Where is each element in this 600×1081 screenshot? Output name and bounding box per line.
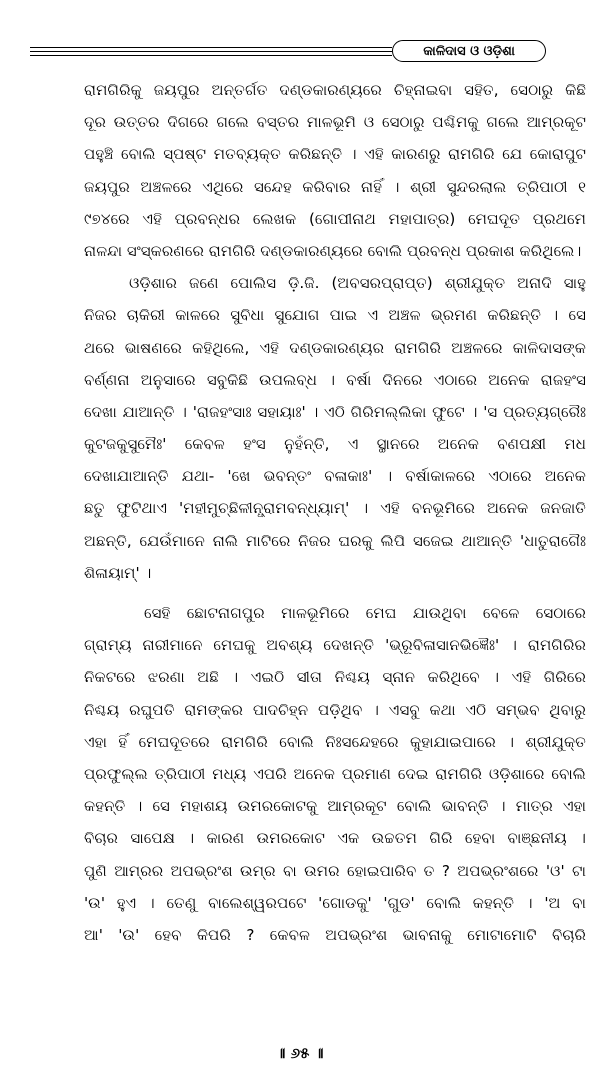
text-line: ସେହି ଛୋଟନାଗପୁର ମାଳଭୂମିରେ ମେଘ ଯାଉଥିବା ବେଳେ ସେଠାରେ [144,604,586,622]
header-rule-top [30,47,392,48]
page-number: ॥ ୬୫ ॥ [276,1044,324,1062]
text-line: କୁଟଜକୁସୁମୈଃ' କେବଳ ହଂସ ନୁହଁନ୍ତି, ଏ ସ୍ଥାନରେ ଅନେକ ବଣପକ୍ଷୀ ମଧ [84,435,586,454]
text-line: ୯୭୪ରେ ଏହି ପ୍ରବନ୍ଧର ଲେଖକ (ଗୋପୀନାଥ ମହାପାତ୍ର) ମେଘଦୂତ ପ୍ରଥମେ [84,209,586,228]
header-rule-bottom [30,55,392,56]
text-line: ଜୟପୁର ଅଞ୍ଚଳରେ ଏଥିରେ ସନ୍ଦେହ କରିବାର ନାହିଁ । ଶ୍ରୀ ସୁନ୍ଦରଲାଲ ତ୍ରିପାଠୀ ୧ [84,177,586,196]
text-line: ଗ୍ରାମ୍ୟ ନାରୀମାନେ ମେଘକୁ ଅବଶ୍ୟ ଦେଖନ୍ତି 'ଭ୍ରୂବିଳାସାନଭିଜ୍ଞୈଃ' । ରାମଗିରିର [84,636,586,655]
text-line: ନିଜର ଚାକିରୀ କାଳରେ ସୁବିଧା ସୁଯୋଗ ପାଇ ଏ ଅଞ୍ଚଳ ଭ୍ରମଣ କରିଛନ୍ତି । ସେ [84,306,586,325]
paragraph [84,74,586,267]
text-line: ଥରେ ଭାଷଣରେ କହିଥିଲେ, ଏହି ଦଣ୍ଡକାରଣ୍ୟର ରାମଗିରି ଅଞ୍ଚଳରେ କାଳିଦାସଙ୍କ [84,338,586,357]
text-line: ନିଶ୍ଚୟ ରଘୁପତି ରାମଙ୍କର ପାଦଚିହ୍ନ ପଡ଼ିଥିବ । ଏସବୁ କଥା ଏଠି ସମ୍ଭବ ଥିବାରୁ [84,700,586,719]
text-line: ଅଛନ୍ତି, ଯେଉଁମାନେ ନାଲି ମାଟିରେ ନିଜର ଘରକୁ ଲିପି ସଜେଇ ଥାଆନ୍ତି 'ଧାତୁରାଗୈଃ [84,531,586,550]
text-line: ଆ' 'ଉ' ହେବ କିପରି ? କେବଳ ଅପଭ୍ରଂଶ ଭାବନାକୁ ମୋଟାମୋଟି ବିଚାରି [84,925,586,944]
text-line: କହନ୍ତି । ସେ ମହାଶୟ ଉମରକୋଟକୁ ଆମ୍ରକୂଟ ବୋଲି ଭାବନ୍ତି । ମାତ୍ର ଏହା [84,797,586,816]
text-line: ବିଚାର ସାପେକ୍ଷ । କାରଣ ଉମରକୋଟ ଏକ ଉଚ୍ଚତମ ଗିରି ହେବା ବାଞ୍ଛନୀୟ । [84,829,586,848]
text-line: ଏହା ହିଁ ମେଘଦୂତରେ ରାମଗିରି ବୋଲି ନିଃସନ୍ଦେହରେ କୁହାଯାଇପାରେ । ଶ୍ରୀଯୁକ୍ତ [84,732,586,751]
text-line: 'ଉ' ହୁଏ । ତେଣୁ ବାଲେଶ୍ୱରପଟେ 'ଗୋଡକୁ' 'ଗୁଡ' ବୋଲି କହନ୍ତି । 'ଅ ବା [84,893,586,912]
text-line: ଦୂର ଉତ୍ତର ଦିଗରେ ଗଲେ ବସ୍ତର ମାଳଭୂମି ଓ ସେଠାରୁ ପଶ୍ଚିମକୁ ଗଲେ ଆମ୍ରକୂଟ [84,113,586,132]
text-line: ନାଳନ୍ଦା ସଂସ୍କରଣରେ ରାମଗିରି ଦଣ୍ଡକାରଣ୍ୟରେ ବୋଲି ପ୍ରବନ୍ଧ ପ୍ରକାଶ କରିଥିଲେ। [84,241,582,260]
paragraph [84,597,586,951]
text-line: ପୁଣି ଆମ୍ରର ଅପଭ୍ରଂଶ ଉମ୍ର ବା ଉମର ହୋଇପାରିବ ତ ? ଅପଭ୍ରଂଶରେ 'ଓ' ଟା [84,861,586,880]
text-line: ଶିଳାୟାମ୍' । [84,563,152,582]
header-rule-middle [30,51,392,52]
text-line: ପହୁଞ୍ଚି ବୋଲି ସ୍ପଷ୍ଟ ମତବ୍ୟକ୍ତ କରିଛନ୍ତି । ଏହି କାରଣରୁ ରାମଗିରି ଯେ କୋରାପୁଟ [84,145,586,164]
body-text [86,74,586,951]
paragraph [84,267,586,589]
text-line: ପ୍ରଫୁଲ୍ଲ ତ୍ରିପାଠୀ ମଧ୍ୟ ଏପରି ଅନେକ ପ୍ରମାଣ ଦେଇ ରାମଗିରି ଓଡ଼ିଶାରେ ବୋଲି [84,764,586,783]
text-line: ଦେଖାଯାଆନ୍ତି ଯଥା- 'ଖେ ଭବନ୍ତଂ ବଳାକାଃ' । ବର୍ଷାକାଳରେ ଏଠାରେ ଅନେକ [84,467,586,486]
text-line: ବର୍ଣ୍ଣନା ଅନୁସାରେ ସବୁକିଛି ଉପଲବ୍ଧ । ବର୍ଷା ଦିନରେ ଏଠାରେ ଅନେକ ରାଜହଂସ [84,370,586,389]
text-line: ଓଡ଼ିଶାର ଜଣେ ପୋଲିସ ଡ଼ି.ଜି. (ଅବସରପ୍ରାପ୍ତ) ଶ୍ରୀଯୁକ୍ତ ଅନାଦି ସାହୁ [129,274,586,293]
text-line: ନିକଟରେ ଝରଣା ଅଛି । ଏଇଠି ସୀତା ନିଶ୍ଚୟ ସ୍ନାନ କରିଥିବେ । ଏହି ଗିରିରେ [84,668,586,687]
text-line: ଛତୁ ଫୁଟିଥାଏ 'ମହୀମୁଚ୍ଛିଳୀନ୍ଧ୍ରାମବନ୍ଧ୍ୟାମ୍' । ଏହି ବନଭୂମିରେ ଅନେକ ଜନଜାତି [84,499,586,518]
text-line: ରାମଗିରିକୁ ଜୟପୁର ଅନ୍ତର୍ଗତ ଦଣ୍ଡକାରଣ୍ୟରେ ଚିହ୍ନାଇବା ସହିତ, ସେଠାରୁ କିଛି [84,81,586,99]
text-line: ଦେଖା ଯାଆନ୍ତି । 'ରାଜହଂସାଃ ସହାୟାଃ' । ଏଠି ଗିରିମଲ୍ଲିକା ଫୁଟେ । 'ସ ପ୍ରତ୍ୟଗ୍ରୈଃ [84,402,586,421]
running-header-title: କାଳିଦାସ ଓ ଓଡ଼ିଶା [392,40,546,62]
